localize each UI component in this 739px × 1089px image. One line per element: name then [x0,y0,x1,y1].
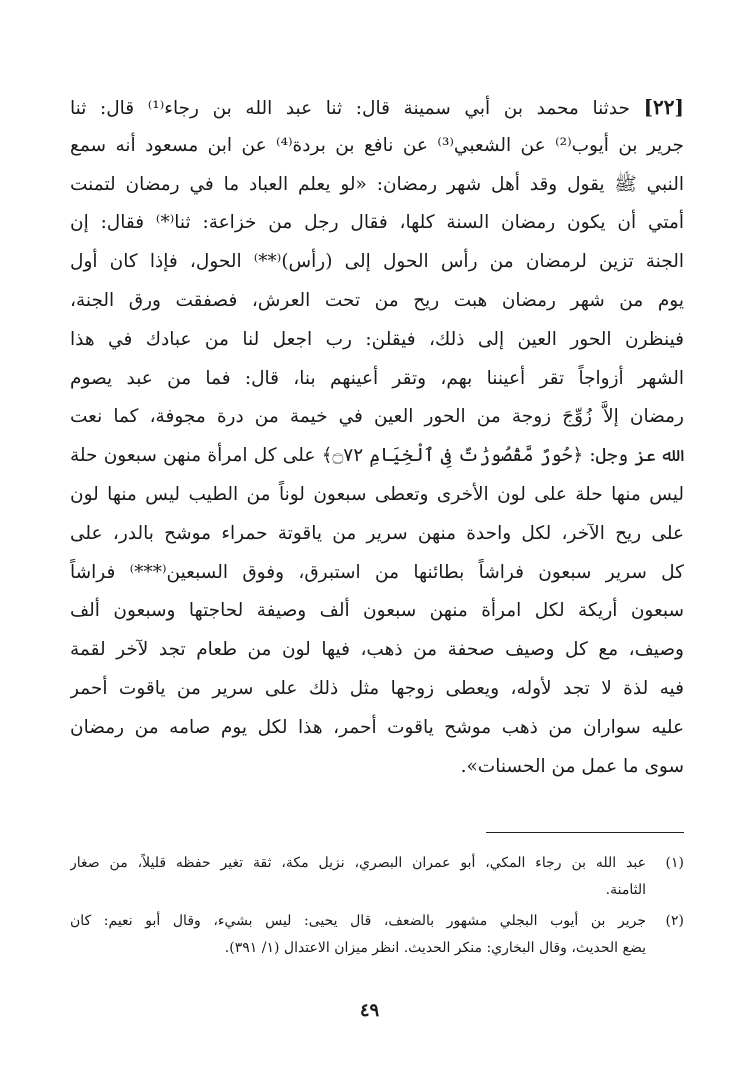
text-line-5: الجنة تزين لرمضان من رأس الحول إلى (رأس)⁽**⁾ الحول، فإذا كان أول [70,251,684,273]
footnote-line: عبد الله بن رجاء المكي، أبو عمران البصري، نزيل مكة، ثقة تغير حفظه قليلاً، من صغار [70,855,646,871]
text-line-15: وصيف، مع كل وصيف صحفة من ذهب، فيها لون من طعام تجد لآخر لقمة [70,639,684,661]
text-line-2: جرير بن أيوب⁽²⁾ عن الشعبي⁽³⁾ عن نافع بن بردة⁽⁴⁾ عن ابن مسعود أنه سمع [70,134,684,156]
text-line-18: سوى ما عمل من الحسنات». [460,755,684,777]
text-line-12: على ريح الآخر، لكل واحدة منهن سرير من ياقوتة حمراء موشح بالدر، على [70,522,684,544]
text-line-3: النبي ﷺ يقول وقد أهل شهر رمضان: «لو يعلم العباد ما في رمضان لتمنت [70,173,684,195]
text-line-13: كل سرير سبعون فراشاً بطائنها من استبرق، وفوق السبعين⁽***⁾ فراشاً [70,561,684,583]
footnote-number: (١) [665,855,684,871]
text-line-7: فينظرن الحور العين إلى ذلك، فيقلن: رب اجعل لنا من عبادك في هذا [70,328,684,350]
footnote-2 [70,908,684,962]
text-line-9: رمضان إلاَّ زُوِّجَ زوجة من الحور العين في خيمة من درة مجوفة، كما نعت [70,406,684,428]
text-line-6: يوم من شهر رمضان هبت ريح من تحت العرش، فصفقت ورق الجنة، [70,289,684,311]
text-line-1: [٢٢] حدثنا محمد بن أبي سمينة قال: ثنا عبد الله بن رجاء⁽¹⁾ قال: ثنا [70,95,684,119]
hadith-number: [٢٢] [643,95,684,119]
footnotes [70,850,684,966]
footnote-line: الثامنة. [605,882,646,898]
text-line-10: الله عز وجل: ﴿حُورٌ مَّقْصُورَٰتٌ فِى ٱلْخِيَامِ ۝٧٢﴾ على كل امرأة منهن سبعون حلة [70,445,684,467]
text-line-8: الشهر أزواجاً تقر أعيننا بهم، وتقر أعينهم بنا، قال: فما من عبد يصوم [70,367,684,389]
footnote-number: (٢) [665,913,684,929]
footnote-divider [486,832,684,833]
text-line-14: سبعون أريكة لكل امرأة منهن سبعون ألف وصيفة لحاجتها وسبعون ألف [70,600,684,622]
footnote-line: جرير بن أيوب البجلي مشهور بالضعف، قال يحيى: ليس بشيء، وقال أبو نعيم: كان [70,913,646,929]
footnote-line: يضع الحديث، وقال البخاري: منكر الحديث. انظر ميزان الاعتدال (١/ ٣٩١). [224,940,646,956]
hadith-body [70,88,684,786]
page-number: ٤٩ [359,1000,380,1021]
footnote-1 [70,850,684,904]
text-line-4: أمتي أن يكون رمضان السنة كلها، فقال رجل من خزاعة: ثنا⁽*⁾ فقال: إن [70,212,684,234]
text-line-16: فيه لذة لا تجد لأوله، ويعطى زوجها مثل ذلك على سرير من ياقوت أحمر [70,677,684,699]
text-line-11: ليس منها حلة على لون الأخرى وتعطى سبعون لوناً من الطيب ليس منها لون [70,483,684,505]
text-line-17: عليه سواران من ذهب موشح ياقوت أحمر، هذا لكل يوم صامه من رمضان [70,716,684,738]
